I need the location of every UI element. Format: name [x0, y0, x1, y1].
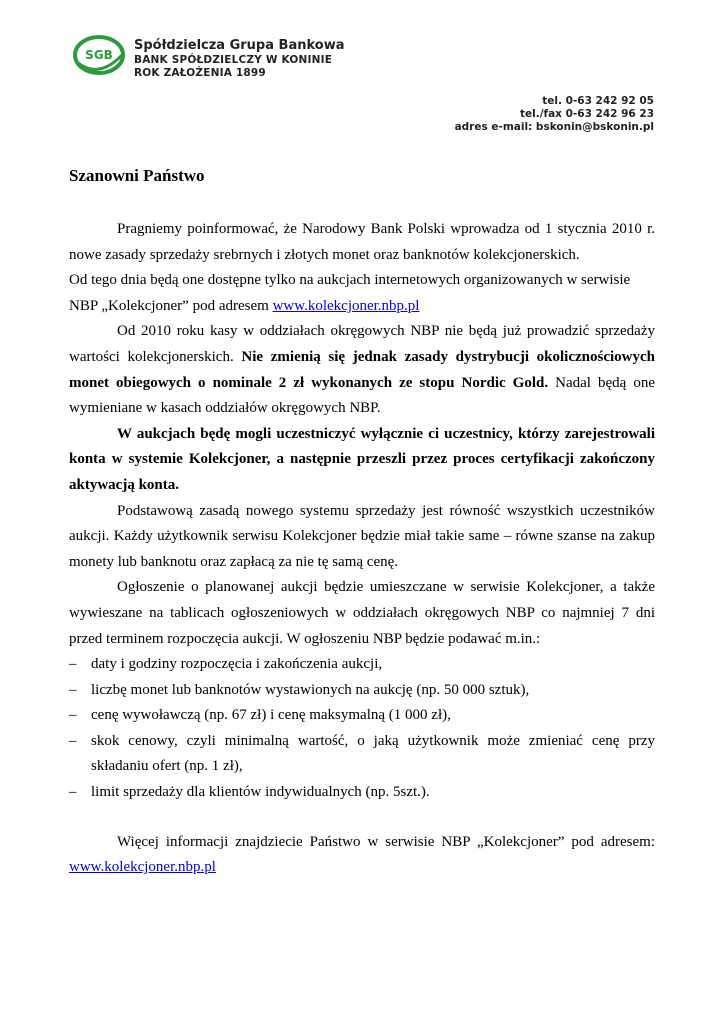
paragraph-2: [69, 268, 655, 319]
list-item-text: limit sprzedaży dla klientów indywidualnych (np. 5szt.).: [91, 784, 430, 801]
list-item-text: liczbę monet lub banknotów wystawionych na aukcję (np. 50 000 sztuk),: [91, 681, 530, 698]
paragraph-6: Ogłoszenie o planowanej aukcji będzie umieszczane w serwisie Kolekcjoner, a także wywieszane na tablicach ogłoszeniowych w oddziałach okręgowych NBP co najmniej 7 dni przed terminem rozpoczęcia aukcji. W ogłoszeniu NBP będzie podawać m.in.:: [69, 579, 655, 647]
paragraph-3: [69, 319, 655, 421]
paragraph-4: [69, 422, 655, 499]
paragraph-3-text-b: Nadal będą one wymieniane w kasach oddziałów okręgowych NBP.: [69, 374, 655, 417]
list-item-text: skok cenowy, czyli minimalną wartość, o jaką użytkownik może zmieniać cenę przy składaniu ofert (np. 1 zł),: [91, 732, 655, 775]
paragraph-4-bold: W aukcjach będę mogli uczestniczyć wyłącznie ci uczestnicy, którzy zarejestrowali konta w systemie Kolekcjoner, a następnie przeszli przez proces certyfikacji zakończony aktywacją konta.: [69, 425, 655, 493]
dash-bullet: –: [69, 656, 77, 673]
announcement-list: [69, 652, 655, 806]
list-item-text: cenę wywoławczą (np. 67 zł) i cenę maksymalną (1 000 zł),: [91, 707, 451, 724]
org-line-1: Spółdzielcza Grupa Bankowa: [134, 38, 345, 53]
spacer: [69, 806, 655, 830]
contact-fax: tel./fax 0-63 242 96 23: [519, 108, 654, 120]
paragraph-3-bold: Nie zmienią się jednak zasady dystrybucji okolicznościowych monet obiegowych o nominale 2 zł wykonanych ze stopu Nordic Gold.: [69, 348, 656, 391]
list-item-text: daty i godziny rozpoczęcia i zakończenia aukcji,: [91, 656, 383, 673]
paragraph-5: Podstawową zasadą nowego systemu sprzedaży jest równość wszystkich uczestników aukcji. Każdy użytkownik serwisu Kolekcjoner będzie miał takie same – równe szanse na zakup monety lub banknotu oraz zapłacą za nie tę samą cenę.: [69, 502, 655, 570]
bank-name-block: [134, 38, 344, 80]
paragraph-3-text-a: Od 2010 roku kasy w oddziałach okręgowych NBP nie będą już prowadzić sprzedaży wartości kolekcjonerskich.: [69, 323, 655, 365]
paragraph-7: [69, 830, 655, 881]
dash-bullet: –: [69, 784, 77, 801]
list-item: [69, 652, 655, 678]
greeting: Szanowni Państwo: [69, 166, 205, 185]
dash-bullet: –: [69, 681, 77, 698]
paragraph-2-text: Od tego dnia będą one dostępne tylko na aukcjach internetowych organizowanych w serwisie NBP „Kolekcjoner” pod adresem: [69, 272, 631, 314]
dash-bullet: –: [69, 707, 77, 724]
list-item: [69, 703, 655, 729]
org-line-2: BANK SPÓŁDZIELCZY W KONINIE: [134, 54, 333, 66]
contact-block: [455, 95, 654, 134]
kolekcjoner-link-footer[interactable]: www.kolekcjoner.nbp.pl: [69, 859, 216, 876]
paragraph-1: Pragniemy poinformować, że Narodowy Bank Polski wprowadza od 1 stycznia 2010 r. nowe zasady sprzedaży srebrnych i złotych monet oraz banknotów kolekcjonerskich.: [69, 221, 655, 263]
list-item: [69, 780, 655, 806]
logo-text: SGB: [85, 48, 113, 62]
kolekcjoner-link[interactable]: www.kolekcjoner.nbp.pl: [272, 297, 420, 314]
contact-email: adres e-mail: bskonin@bskonin.pl: [454, 121, 654, 133]
paragraph-7-text: Więcej informacji znajdziecie Państwo w serwisie NBP „Kolekcjoner” pod adresem:: [117, 833, 655, 850]
sgb-logo: [72, 33, 126, 77]
dash-bullet: –: [69, 732, 77, 749]
org-line-3: ROK ZAŁOŻENIA 1899: [134, 67, 266, 79]
letter-body: [69, 166, 655, 881]
contact-tel: tel. 0-63 242 92 05: [542, 95, 654, 107]
list-item: [69, 729, 655, 780]
list-item: [69, 678, 655, 704]
